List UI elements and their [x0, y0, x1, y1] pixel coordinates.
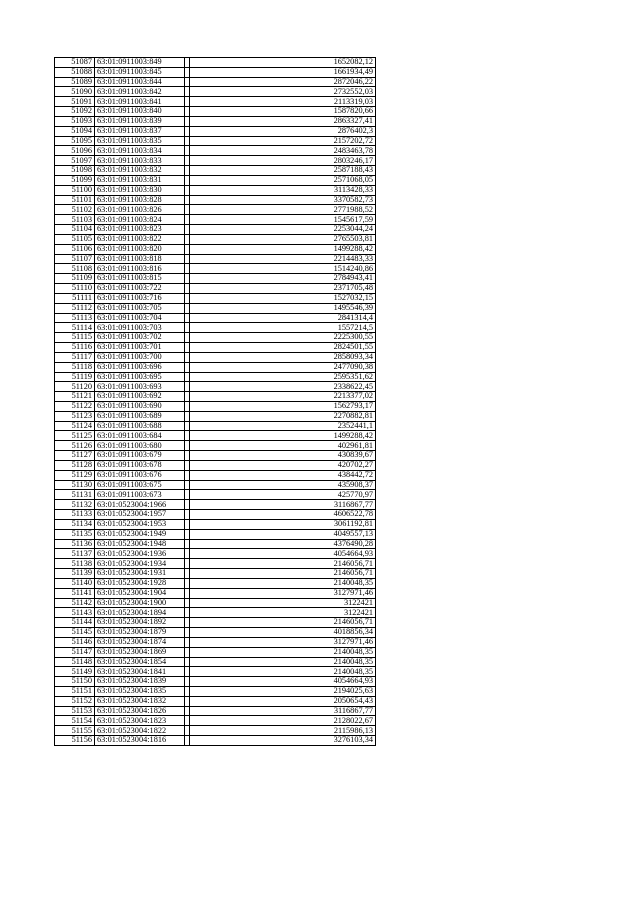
table-row — [55, 87, 376, 97]
cadastral-number-cell: 63:01:0523004:1822 — [95, 726, 185, 736]
row-number-cell: 51111 — [55, 293, 95, 303]
row-number-cell: 51155 — [55, 726, 95, 736]
value-cell: 1495546,39 — [190, 303, 376, 313]
value-cell: 2338622,45 — [190, 382, 376, 392]
value-cell: 1557214,5 — [190, 323, 376, 333]
table-row — [55, 264, 376, 274]
cadastral-number-cell: 63:01:0911003:700 — [95, 352, 185, 362]
cadastral-number-cell: 63:01:0911003:837 — [95, 126, 185, 136]
cadastral-number-cell: 63:01:0911003:816 — [95, 264, 185, 274]
value-cell: 2225300,55 — [190, 333, 376, 343]
cadastral-number-cell: 63:01:0911003:690 — [95, 401, 185, 411]
value-cell: 2824501,55 — [190, 343, 376, 353]
row-number-cell: 51141 — [55, 588, 95, 598]
row-number-cell: 51138 — [55, 559, 95, 569]
table-row — [55, 67, 376, 77]
value-cell: 425770,97 — [190, 490, 376, 500]
table-row — [55, 333, 376, 343]
cadastral-number-cell: 63:01:0911003:675 — [95, 480, 185, 490]
table-row — [55, 687, 376, 697]
value-cell: 2371705,48 — [190, 284, 376, 294]
table-row — [55, 175, 376, 185]
table-row — [55, 107, 376, 117]
table-row — [55, 411, 376, 421]
value-cell: 2587188,43 — [190, 166, 376, 176]
table-row — [55, 136, 376, 146]
table-row — [55, 284, 376, 294]
value-cell: 4376490,28 — [190, 539, 376, 549]
cadastral-number-cell: 63:01:0911003:695 — [95, 372, 185, 382]
cadastral-number-cell: 63:01:0911003:830 — [95, 185, 185, 195]
cadastral-number-cell: 63:01:0911003:684 — [95, 431, 185, 441]
cadastral-number-cell: 63:01:0523004:1854 — [95, 657, 185, 667]
cadastral-number-cell: 63:01:0523004:1816 — [95, 736, 185, 746]
table-row — [55, 519, 376, 529]
value-cell: 4606522,78 — [190, 510, 376, 520]
value-cell: 2194025,63 — [190, 687, 376, 697]
value-cell: 3061192,81 — [190, 519, 376, 529]
row-number-cell: 51115 — [55, 333, 95, 343]
cadastral-number-cell: 63:01:0911003:678 — [95, 460, 185, 470]
value-cell: 2477090,38 — [190, 362, 376, 372]
row-number-cell: 51108 — [55, 264, 95, 274]
cadastral-number-cell: 63:01:0523004:1826 — [95, 706, 185, 716]
row-number-cell: 51144 — [55, 618, 95, 628]
cadastral-number-cell: 63:01:0911003:688 — [95, 421, 185, 431]
table-row — [55, 460, 376, 470]
cadastral-number-cell: 63:01:0523004:1949 — [95, 529, 185, 539]
table-row — [55, 352, 376, 362]
value-cell: 3122421 — [190, 598, 376, 608]
row-number-cell: 51117 — [55, 352, 95, 362]
row-number-cell: 51102 — [55, 205, 95, 215]
table-row — [55, 480, 376, 490]
table-row — [55, 58, 376, 68]
value-cell: 1545617,59 — [190, 215, 376, 225]
row-number-cell: 51122 — [55, 401, 95, 411]
table-row — [55, 234, 376, 244]
row-number-cell: 51105 — [55, 234, 95, 244]
cadastral-number-cell: 63:01:0911003:705 — [95, 303, 185, 313]
row-number-cell: 51113 — [55, 313, 95, 323]
cadastral-number-cell: 63:01:0523004:1900 — [95, 598, 185, 608]
table-row — [55, 372, 376, 382]
table-body — [55, 58, 376, 746]
table-row — [55, 490, 376, 500]
row-number-cell: 51142 — [55, 598, 95, 608]
cadastral-number-cell: 63:01:0911003:845 — [95, 67, 185, 77]
table-row — [55, 254, 376, 264]
value-cell: 2128022,67 — [190, 716, 376, 726]
cadastral-number-cell: 63:01:0911003:831 — [95, 175, 185, 185]
row-number-cell: 51135 — [55, 529, 95, 539]
row-number-cell: 51109 — [55, 274, 95, 284]
table-row — [55, 706, 376, 716]
table-row — [55, 421, 376, 431]
row-number-cell: 51148 — [55, 657, 95, 667]
table-row — [55, 598, 376, 608]
cadastral-number-cell: 63:01:0911003:676 — [95, 470, 185, 480]
table-row — [55, 126, 376, 136]
table-row — [55, 510, 376, 520]
value-cell: 2571068,05 — [190, 175, 376, 185]
row-number-cell: 51137 — [55, 549, 95, 559]
row-number-cell: 51131 — [55, 490, 95, 500]
value-cell: 2146056,71 — [190, 559, 376, 569]
row-number-cell: 51152 — [55, 696, 95, 706]
table-row — [55, 647, 376, 657]
row-number-cell: 51089 — [55, 77, 95, 87]
cadastral-number-cell: 63:01:0911003:822 — [95, 234, 185, 244]
value-cell: 1587820,66 — [190, 107, 376, 117]
cadastral-number-cell: 63:01:0911003:849 — [95, 58, 185, 68]
row-number-cell: 51094 — [55, 126, 95, 136]
value-cell: 3276103,34 — [190, 736, 376, 746]
value-cell: 4054664,93 — [190, 549, 376, 559]
cadastral-number-cell: 63:01:0523004:1931 — [95, 569, 185, 579]
row-number-cell: 51114 — [55, 323, 95, 333]
value-cell: 1514240,86 — [190, 264, 376, 274]
cadastral-number-cell: 63:01:0523004:1841 — [95, 667, 185, 677]
value-cell: 4054664,93 — [190, 677, 376, 687]
row-number-cell: 51136 — [55, 539, 95, 549]
table-row — [55, 293, 376, 303]
table-row — [55, 549, 376, 559]
value-cell: 2595351,62 — [190, 372, 376, 382]
cadastral-number-cell: 63:01:0911003:824 — [95, 215, 185, 225]
row-number-cell: 51103 — [55, 215, 95, 225]
value-cell: 2157202,72 — [190, 136, 376, 146]
cadastral-number-cell: 63:01:0911003:689 — [95, 411, 185, 421]
value-cell: 2872046,22 — [190, 77, 376, 87]
row-number-cell: 51126 — [55, 441, 95, 451]
cadastral-number-cell: 63:01:0911003:679 — [95, 451, 185, 461]
cadastral-number-cell: 63:01:0523004:1869 — [95, 647, 185, 657]
table-row — [55, 97, 376, 107]
table-row — [55, 569, 376, 579]
cadastral-number-cell: 63:01:0911003:702 — [95, 333, 185, 343]
cadastral-number-cell: 63:01:0911003:834 — [95, 146, 185, 156]
table-row — [55, 205, 376, 215]
table-row — [55, 382, 376, 392]
table-row — [55, 441, 376, 451]
value-cell: 1499288,42 — [190, 431, 376, 441]
value-cell: 2214483,33 — [190, 254, 376, 264]
value-cell: 3116867,77 — [190, 706, 376, 716]
row-number-cell: 51132 — [55, 500, 95, 510]
table-row — [55, 244, 376, 254]
value-cell: 1527032,15 — [190, 293, 376, 303]
value-cell: 2803246,17 — [190, 156, 376, 166]
cadastral-number-cell: 63:01:0523004:1894 — [95, 608, 185, 618]
row-number-cell: 51121 — [55, 392, 95, 402]
row-number-cell: 51149 — [55, 667, 95, 677]
table-row — [55, 303, 376, 313]
table-row — [55, 323, 376, 333]
table-row — [55, 588, 376, 598]
table-row — [55, 736, 376, 746]
value-cell: 2270882,81 — [190, 411, 376, 421]
row-number-cell: 51153 — [55, 706, 95, 716]
table-row — [55, 539, 376, 549]
cadastral-number-cell: 63:01:0911003:693 — [95, 382, 185, 392]
row-number-cell: 51133 — [55, 510, 95, 520]
table-row — [55, 392, 376, 402]
table-row — [55, 529, 376, 539]
value-cell: 435908,37 — [190, 480, 376, 490]
cadastral-value-table — [54, 57, 376, 746]
row-number-cell: 51098 — [55, 166, 95, 176]
cadastral-number-cell: 63:01:0523004:1934 — [95, 559, 185, 569]
cadastral-number-cell: 63:01:0911003:818 — [95, 254, 185, 264]
cadastral-number-cell: 63:01:0911003:815 — [95, 274, 185, 284]
value-cell: 2146056,71 — [190, 569, 376, 579]
row-number-cell: 51139 — [55, 569, 95, 579]
table-row — [55, 166, 376, 176]
cadastral-number-cell: 63:01:0523004:1936 — [95, 549, 185, 559]
row-number-cell: 51128 — [55, 460, 95, 470]
cadastral-number-cell: 63:01:0911003:833 — [95, 156, 185, 166]
cadastral-number-cell: 63:01:0523004:1966 — [95, 500, 185, 510]
row-number-cell: 51112 — [55, 303, 95, 313]
row-number-cell: 51088 — [55, 67, 95, 77]
row-number-cell: 51099 — [55, 175, 95, 185]
table-row — [55, 274, 376, 284]
value-cell: 2765503,81 — [190, 234, 376, 244]
table-row — [55, 608, 376, 618]
value-cell: 2858093,34 — [190, 352, 376, 362]
value-cell: 2140048,35 — [190, 657, 376, 667]
table-row — [55, 677, 376, 687]
cadastral-number-cell: 63:01:0911003:826 — [95, 205, 185, 215]
cadastral-number-cell: 63:01:0523004:1835 — [95, 687, 185, 697]
row-number-cell: 51147 — [55, 647, 95, 657]
table-row — [55, 578, 376, 588]
value-cell: 402961,81 — [190, 441, 376, 451]
table-row — [55, 362, 376, 372]
value-cell: 2863327,41 — [190, 116, 376, 126]
row-number-cell: 51093 — [55, 116, 95, 126]
value-cell: 2146056,71 — [190, 618, 376, 628]
value-cell: 3122421 — [190, 608, 376, 618]
value-cell: 3370582,73 — [190, 195, 376, 205]
row-number-cell: 51087 — [55, 58, 95, 68]
value-cell: 2213377,02 — [190, 392, 376, 402]
cadastral-number-cell: 63:01:0911003:820 — [95, 244, 185, 254]
value-cell: 2771988,52 — [190, 205, 376, 215]
cadastral-number-cell: 63:01:0911003:692 — [95, 392, 185, 402]
cadastral-number-cell: 63:01:0523004:1892 — [95, 618, 185, 628]
row-number-cell: 51145 — [55, 628, 95, 638]
cadastral-number-cell: 63:01:0911003:840 — [95, 107, 185, 117]
cadastral-number-cell: 63:01:0911003:832 — [95, 166, 185, 176]
cadastral-number-cell: 63:01:0523004:1874 — [95, 637, 185, 647]
value-cell: 2732552,03 — [190, 87, 376, 97]
row-number-cell: 51123 — [55, 411, 95, 421]
value-cell: 1652082,12 — [190, 58, 376, 68]
row-number-cell: 51130 — [55, 480, 95, 490]
cadastral-number-cell: 63:01:0523004:1904 — [95, 588, 185, 598]
cadastral-number-cell: 63:01:0523004:1839 — [95, 677, 185, 687]
table-row — [55, 343, 376, 353]
value-cell: 2352441,1 — [190, 421, 376, 431]
value-cell: 2140048,35 — [190, 647, 376, 657]
row-number-cell: 51151 — [55, 687, 95, 697]
value-cell: 3127971,46 — [190, 588, 376, 598]
table-row — [55, 156, 376, 166]
table-row — [55, 657, 376, 667]
cadastral-number-cell: 63:01:0523004:1879 — [95, 628, 185, 638]
cadastral-number-cell: 63:01:0911003:673 — [95, 490, 185, 500]
value-cell: 2115986,13 — [190, 726, 376, 736]
table-row — [55, 215, 376, 225]
row-number-cell: 51150 — [55, 677, 95, 687]
cadastral-number-cell: 63:01:0911003:844 — [95, 77, 185, 87]
value-cell: 2253044,24 — [190, 225, 376, 235]
cadastral-number-cell: 63:01:0911003:823 — [95, 225, 185, 235]
value-cell: 438442,72 — [190, 470, 376, 480]
row-number-cell: 51129 — [55, 470, 95, 480]
row-number-cell: 51090 — [55, 87, 95, 97]
row-number-cell: 51106 — [55, 244, 95, 254]
cadastral-number-cell: 63:01:0911003:842 — [95, 87, 185, 97]
row-number-cell: 51107 — [55, 254, 95, 264]
value-cell: 4018856,34 — [190, 628, 376, 638]
value-cell: 2876402,3 — [190, 126, 376, 136]
value-cell: 3113428,33 — [190, 185, 376, 195]
cadastral-number-cell: 63:01:0911003:841 — [95, 97, 185, 107]
row-number-cell: 51156 — [55, 736, 95, 746]
table-row — [55, 618, 376, 628]
table-row — [55, 77, 376, 87]
table-row — [55, 726, 376, 736]
table-row — [55, 313, 376, 323]
cadastral-number-cell: 63:01:0523004:1832 — [95, 696, 185, 706]
cadastral-number-cell: 63:01:0911003:680 — [95, 441, 185, 451]
table-row — [55, 195, 376, 205]
row-number-cell: 51120 — [55, 382, 95, 392]
cadastral-number-cell: 63:01:0523004:1953 — [95, 519, 185, 529]
cadastral-number-cell: 63:01:0911003:716 — [95, 293, 185, 303]
row-number-cell: 51143 — [55, 608, 95, 618]
cadastral-number-cell: 63:01:0911003:703 — [95, 323, 185, 333]
row-number-cell: 51140 — [55, 578, 95, 588]
row-number-cell: 51146 — [55, 637, 95, 647]
cadastral-number-cell: 63:01:0523004:1928 — [95, 578, 185, 588]
table-row — [55, 470, 376, 480]
table-row — [55, 401, 376, 411]
value-cell: 1661934,49 — [190, 67, 376, 77]
cadastral-number-cell: 63:01:0911003:835 — [95, 136, 185, 146]
value-cell: 2050654,43 — [190, 696, 376, 706]
row-number-cell: 51127 — [55, 451, 95, 461]
row-number-cell: 51100 — [55, 185, 95, 195]
value-cell: 2140048,35 — [190, 667, 376, 677]
table-row — [55, 559, 376, 569]
table-row — [55, 185, 376, 195]
table-row — [55, 637, 376, 647]
value-cell: 3127971,46 — [190, 637, 376, 647]
row-number-cell: 51104 — [55, 225, 95, 235]
cadastral-number-cell: 63:01:0911003:696 — [95, 362, 185, 372]
value-cell: 1562793,17 — [190, 401, 376, 411]
row-number-cell: 51097 — [55, 156, 95, 166]
value-cell: 1499288,42 — [190, 244, 376, 254]
cadastral-number-cell: 63:01:0911003:704 — [95, 313, 185, 323]
cadastral-number-cell: 63:01:0911003:722 — [95, 284, 185, 294]
value-cell: 2140048,35 — [190, 578, 376, 588]
table-row — [55, 500, 376, 510]
row-number-cell: 51124 — [55, 421, 95, 431]
row-number-cell: 51125 — [55, 431, 95, 441]
value-cell: 4049557,13 — [190, 529, 376, 539]
table-row — [55, 628, 376, 638]
row-number-cell: 51119 — [55, 372, 95, 382]
cadastral-number-cell: 63:01:0911003:828 — [95, 195, 185, 205]
row-number-cell: 51154 — [55, 716, 95, 726]
row-number-cell: 51096 — [55, 146, 95, 156]
value-cell: 3116867,77 — [190, 500, 376, 510]
table-row — [55, 667, 376, 677]
row-number-cell: 51092 — [55, 107, 95, 117]
value-cell: 420702,27 — [190, 460, 376, 470]
table-row — [55, 716, 376, 726]
table-row — [55, 116, 376, 126]
value-cell: 430839,67 — [190, 451, 376, 461]
value-cell: 2483463,78 — [190, 146, 376, 156]
value-cell: 2841314,4 — [190, 313, 376, 323]
cadastral-number-cell: 63:01:0523004:1948 — [95, 539, 185, 549]
value-cell: 2113319,03 — [190, 97, 376, 107]
table-row — [55, 146, 376, 156]
value-cell: 2784943,41 — [190, 274, 376, 284]
cadastral-number-cell: 63:01:0523004:1823 — [95, 716, 185, 726]
table-row — [55, 451, 376, 461]
row-number-cell: 51134 — [55, 519, 95, 529]
row-number-cell: 51118 — [55, 362, 95, 372]
row-number-cell: 51091 — [55, 97, 95, 107]
row-number-cell: 51116 — [55, 343, 95, 353]
row-number-cell: 51095 — [55, 136, 95, 146]
table-row — [55, 431, 376, 441]
cadastral-number-cell: 63:01:0911003:839 — [95, 116, 185, 126]
table-row — [55, 696, 376, 706]
cadastral-number-cell: 63:01:0523004:1957 — [95, 510, 185, 520]
row-number-cell: 51110 — [55, 284, 95, 294]
row-number-cell: 51101 — [55, 195, 95, 205]
cadastral-number-cell: 63:01:0911003:701 — [95, 343, 185, 353]
table-row — [55, 225, 376, 235]
